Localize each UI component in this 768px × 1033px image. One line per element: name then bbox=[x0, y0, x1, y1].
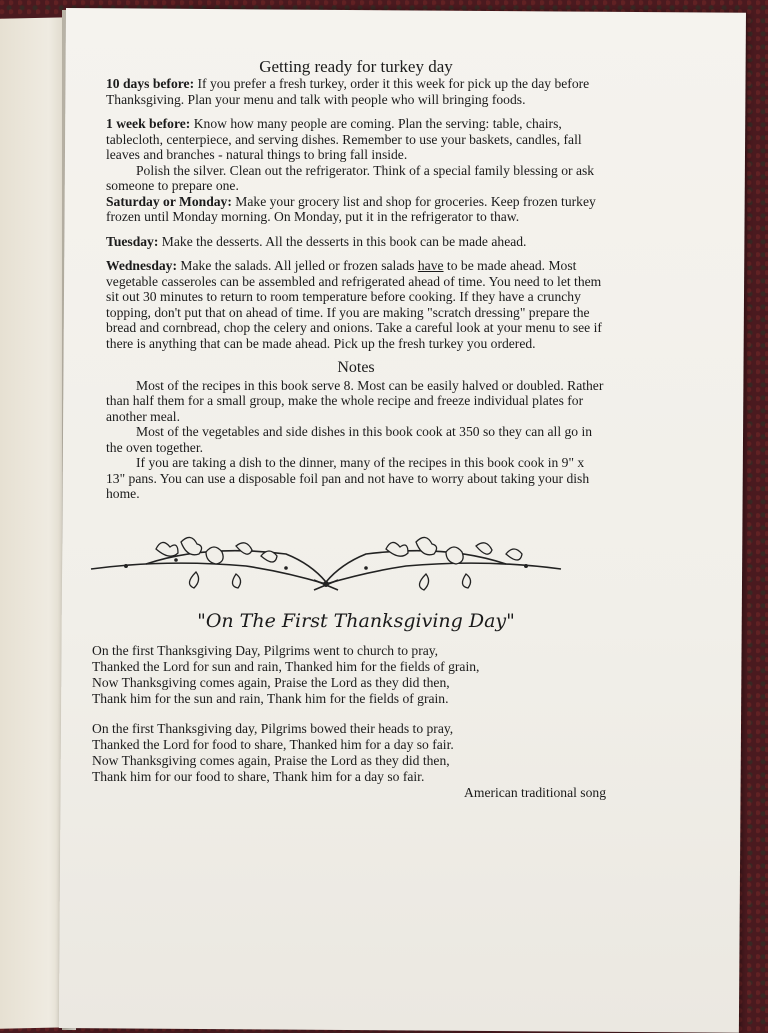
section-label: Tuesday: bbox=[106, 233, 159, 249]
section-label: 10 days before: bbox=[106, 76, 195, 91]
note-paragraph: If you are taking a dish to the dinner, many of the recipes in this book cook in 9" x 13" pans. You can use a disposable foil pan and not have to worry about taking your dish home. bbox=[106, 455, 590, 501]
section-10-days bbox=[106, 76, 606, 107]
underlined-word: have bbox=[417, 258, 444, 273]
section-text: Make the salads. All jelled or frozen salads bbox=[177, 258, 418, 273]
section-text: Know how many people are coming. Plan the serving: table, chairs, tablecloth, centerpiece, and serving dishes. Remember to use your baskets, candles, fall leaves and branches - natural things to bring fall inside. bbox=[106, 116, 582, 162]
section-text: If you prefer a fresh turkey, order it this week for pick up the day before Thanksgiving. Plan your menu and talk with people who will bringing foods. bbox=[106, 76, 590, 107]
section-tuesday bbox=[106, 234, 606, 250]
verse-line: Thank him for the sun and rain, Thank him for the fields of grain. bbox=[92, 691, 449, 706]
notes-heading: Notes bbox=[337, 359, 375, 376]
section-1-week bbox=[106, 116, 606, 163]
section-1-week-extra: Polish the silver. Clean out the refrigerator. Think of a special family blessing or ask someone to prepare one. bbox=[106, 162, 595, 193]
page-content bbox=[92, 57, 606, 801]
leafy-vine-ornament-icon bbox=[86, 524, 566, 604]
section-wednesday bbox=[106, 258, 606, 351]
verse-line: Thank him for our food to share, Thank him for a day so fair. bbox=[92, 769, 425, 784]
song-credit: American traditional song bbox=[464, 785, 606, 800]
verse-line: Now Thanksgiving comes again, Praise the Lord as they did then, bbox=[92, 675, 450, 690]
verse-line: Now Thanksgiving comes again, Praise the Lord as they did then, bbox=[92, 753, 450, 768]
section-label: Saturday or Monday: bbox=[106, 193, 232, 209]
section-text: Make the desserts. All the desserts in this book can be made ahead. bbox=[158, 233, 527, 249]
section-saturday bbox=[106, 194, 606, 225]
page-title: Getting ready for turkey day bbox=[259, 57, 453, 76]
verse-line: On the first Thanksgiving day, Pilgrims bowed their heads to pray, bbox=[92, 721, 454, 736]
verse-line: On the first Thanksgiving Day, Pilgrims went to church to pray, bbox=[92, 643, 439, 658]
verse-line: Thanked the Lord for sun and rain, Thanked him for the fields of grain, bbox=[92, 659, 480, 674]
song-verse bbox=[92, 721, 606, 785]
note-paragraph: Most of the vegetables and side dishes in this book cook at 350 so they can all go in the oven together. bbox=[106, 424, 593, 455]
song-title: "On The First Thanksgiving Day" bbox=[197, 609, 515, 632]
notes-block bbox=[106, 378, 606, 502]
song-verse bbox=[92, 643, 606, 707]
section-label: Wednesday: bbox=[106, 258, 178, 273]
section-text: to be made ahead. Most vegetable casseroles can be assembled and refrigerated ahead of time. You need to let them sit out 30 minutes to return to room temperature before cooking. If they have a crunchy topping, don't put that on ahead of time. If you are making "scratch dressing" prepare the bread and cornbread, chop the celery and onions. Take a careful look at your menu to see if there is anything that can be made ahead. Pick up the fresh turkey you ordered. bbox=[106, 258, 602, 351]
section-label: 1 week before: bbox=[106, 116, 191, 131]
note-paragraph: Most of the recipes in this book serve 8. Most can be easily halved or doubled. Rather than half them for a small group, make the whole recipe and freeze individual plates for another meal. bbox=[106, 377, 604, 424]
verse-line: Thanked the Lord for food to share, Thanked him for a day so fair. bbox=[92, 737, 454, 752]
section-text: Make your grocery list and shop for groceries. Keep frozen turkey frozen until Monday morning. On Monday, put it in the refrigerator to thaw. bbox=[106, 193, 596, 224]
